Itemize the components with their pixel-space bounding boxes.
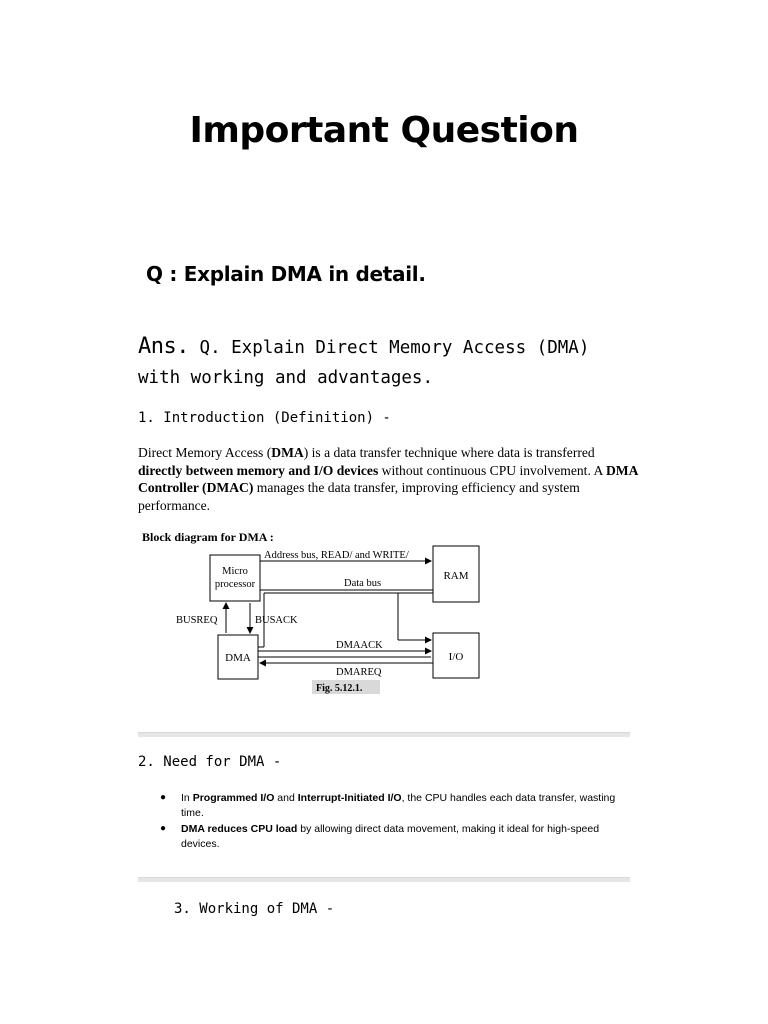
question-heading: Q : Explain DMA in detail. [146, 262, 426, 286]
dma-label: DMA [225, 652, 251, 664]
answer-prefix: Ans. [138, 334, 189, 359]
micro-label-1: Micro [222, 566, 248, 577]
bullet-bold: Interrupt-Initiated I/O [297, 792, 402, 804]
answer-line-2: with working and advantages. [138, 368, 434, 388]
figure-label: Fig. 5.12.1. [316, 683, 363, 694]
microprocessor-block [210, 555, 260, 601]
need-for-dma-list [160, 791, 640, 853]
bullet-icon: ● [160, 792, 167, 803]
io-label: I/O [448, 651, 464, 663]
section-3-heading: 3. Working of DMA - [174, 901, 335, 917]
ram-label: RAM [443, 570, 469, 582]
busack-label: BUSACK [255, 615, 298, 626]
section-divider [138, 877, 630, 882]
answer-line-1: Q. Explain Direct Memory Access (DMA) [199, 338, 590, 358]
bullet-icon: ● [160, 823, 167, 834]
section-1-heading: 1. Introduction (Definition) - [138, 410, 391, 426]
bullet-text: In [181, 792, 193, 804]
section-divider [138, 732, 630, 737]
dmaack-label: DMAACK [336, 640, 383, 651]
address-bus-label: Address bus, READ/ and WRITE/ [264, 550, 409, 561]
bullet-text: and [274, 792, 298, 804]
list-item [160, 822, 640, 851]
intro-text: ) is a data transfer technique where data is transferred [303, 445, 595, 460]
section-2-heading: 2. Need for DMA - [138, 754, 282, 770]
page-title: Important Question [189, 110, 579, 151]
list-item [160, 791, 640, 820]
bullet-text: , the CPU handles each data transfer, wasting time. [181, 792, 616, 819]
answer-heading [138, 332, 658, 393]
busreq-label: BUSREQ [176, 615, 218, 626]
intro-bold-dma: DMA [271, 445, 304, 460]
intro-text: without continuous CPU involvement. A [378, 462, 606, 478]
bullet-bold: Programmed I/O [192, 792, 275, 804]
intro-bold-dmac: DMA Controller (DMAC) [138, 462, 638, 495]
intro-paragraph [138, 444, 638, 514]
dmareq-label: DMAREQ [336, 667, 382, 678]
bullet-text: by allowing direct data movement, making it ideal for high-speed devices. [181, 823, 600, 850]
diagram-caption: Block diagram for DMA : [142, 530, 274, 544]
bullet-bold: DMA reduces CPU load [181, 823, 298, 835]
intro-text: manages the data transfer, improving efficiency and system performance. [138, 480, 580, 513]
intro-text: Direct Memory Access ( [138, 445, 272, 460]
intro-bold-direct: directly between memory and I/O devices [138, 462, 379, 478]
micro-label-2: processor [214, 579, 256, 590]
data-bus-label: Data bus [344, 578, 382, 589]
dma-block-diagram [138, 527, 508, 707]
